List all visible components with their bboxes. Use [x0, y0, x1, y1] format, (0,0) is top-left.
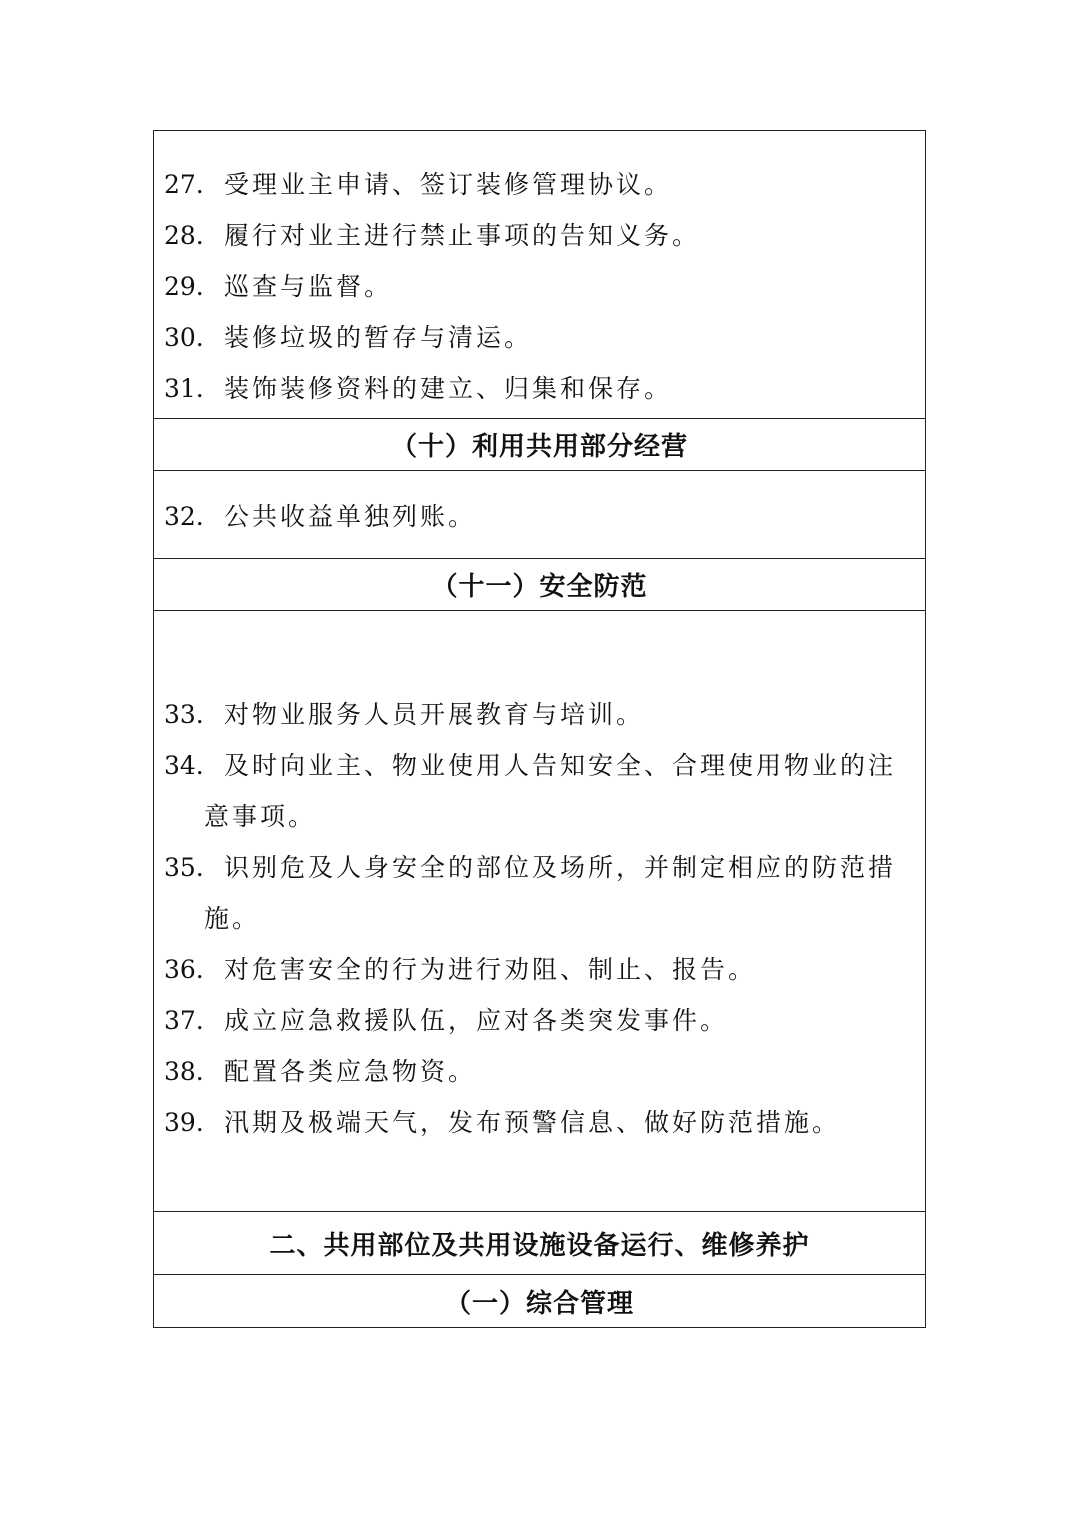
item-text-continuation: 意事项。	[204, 802, 317, 831]
list-item	[164, 1046, 913, 1097]
item-number: 32.	[164, 502, 204, 531]
item-text: 及时向业主、物业使用人告知安全、合理使用物业的注	[224, 751, 897, 780]
item-number: 30.	[164, 323, 204, 352]
item-number: 34.	[164, 751, 204, 780]
list-item	[164, 363, 913, 414]
item-text: 对物业服务人员开展教育与培训。	[224, 700, 645, 729]
section10-items-cell	[154, 471, 925, 559]
list-item	[164, 159, 913, 210]
item-text: 装饰装修资料的建立、归集和保存。	[224, 374, 673, 403]
item-text: 装修垃圾的暂存与清运。	[224, 323, 533, 352]
list-item	[164, 689, 913, 740]
item-number: 35.	[164, 853, 204, 882]
item-number: 36.	[164, 955, 204, 984]
list-item	[164, 261, 913, 312]
list-item	[164, 740, 913, 791]
item-number: 31.	[164, 374, 204, 403]
list-item	[164, 1097, 913, 1148]
section11-heading: （十一）安全防范	[154, 559, 925, 611]
item-number: 27.	[164, 170, 204, 199]
part2-heading: 二、共用部位及共用设施设备运行、维修养护	[154, 1212, 925, 1275]
item-text: 识别危及人身安全的部位及场所，并制定相应的防范措	[224, 853, 897, 882]
item-text: 汛期及极端天气，发布预警信息、做好防范措施。	[224, 1108, 841, 1137]
part2-section1-heading: （一）综合管理	[444, 1288, 634, 1319]
service-standards-table	[153, 130, 926, 1328]
list-item	[164, 491, 913, 542]
item-number: 39.	[164, 1108, 204, 1137]
item-number: 29.	[164, 272, 204, 301]
item-text-continuation: 施。	[204, 904, 261, 933]
item-text: 巡查与监督。	[224, 272, 393, 301]
list-item	[164, 210, 913, 261]
list-item	[164, 842, 913, 893]
item-number: 28.	[164, 221, 204, 250]
list-item	[164, 944, 913, 995]
item-text: 配置各类应急物资。	[224, 1057, 477, 1086]
list-item	[164, 312, 913, 363]
list-item	[164, 995, 913, 1046]
item-text: 受理业主申请、签订装修管理协议。	[224, 170, 673, 199]
item-text: 公共收益单独列账。	[224, 502, 477, 531]
section9-items-cell	[154, 131, 925, 419]
item-text: 履行对业主进行禁止事项的告知义务。	[224, 221, 701, 250]
item-number: 37.	[164, 1006, 204, 1035]
item-text: 对危害安全的行为进行劝阻、制止、报告。	[224, 955, 757, 984]
item-number: 38.	[164, 1057, 204, 1086]
section11-items-cell	[154, 611, 925, 1212]
item-number: 33.	[164, 700, 204, 729]
section10-heading: （十）利用共用部分经营	[154, 419, 925, 471]
item-text: 成立应急救援队伍，应对各类突发事件。	[224, 1006, 729, 1035]
